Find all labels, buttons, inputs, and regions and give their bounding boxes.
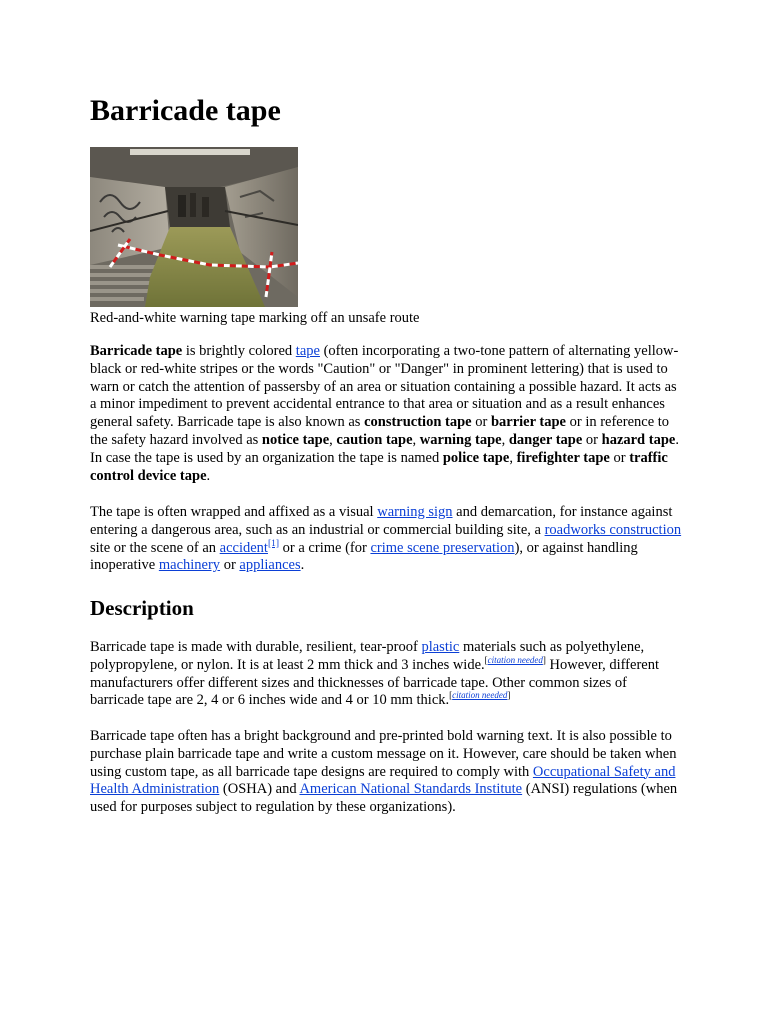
bold-term: construction tape — [364, 414, 472, 431]
bold-term: Barricade tape — [90, 343, 183, 359]
bold-term: police tape — [442, 449, 510, 466]
bold-term: hazard tape — [601, 431, 676, 448]
bold-term: warning tape — [419, 431, 502, 448]
link-plastic[interactable]: plastic — [421, 639, 460, 655]
link-tape[interactable]: tape — [295, 343, 320, 359]
barricade-tape-photo — [90, 147, 298, 307]
description-paragraph-1: Barricade tape is made with durable, resilient, tear-proof plastic materials such as polyethylene, polypropylene, or nylon. It is at least 2 mm thick and 3 inches wide.[citation needed] However, different manufacturers offer different sizes and thicknesses of barricade tape. Other common sizes of barricade tape are 2, 4 or 6 inches wide and 4 or 10 mm thick.[citation needed] — [90, 639, 659, 709]
intro-paragraph-2: The tape is often wrapped and affixed as a visual warning sign and demarcation, for instance against entering a dangerous area, such as an industrial or commercial building site, a roadworks construction site or the scene of an accident[1] or a crime (for crime scene preservation), or against handling inoperative machinery or appliances. — [90, 504, 682, 574]
citation-needed-marker[interactable]: [citation needed] — [484, 654, 546, 665]
bold-term: notice tape — [261, 431, 330, 448]
bold-term: danger tape — [508, 431, 583, 448]
description-paragraph-2: Barricade tape often has a bright background and pre-printed bold warning text. It is also possible to purchase plain barricade tape and write a custom message on it. However, care should be taken when using custom tape, as all barricade tape designs are required to comply with Occupational Safety and Health Administration (OSHA) and American National Standards Institute (ANSI) regulations (when used for purposes subject to regulation by these organizations). — [90, 728, 678, 816]
link-ansi[interactable]: American National Standards Institute — [299, 781, 523, 798]
link-roadworks-construction[interactable]: roadworks construction — [544, 521, 682, 538]
citation-needed-marker[interactable]: [citation needed] — [449, 690, 511, 701]
link-crime-scene-preservation[interactable]: crime scene preservation — [370, 539, 515, 556]
page-title: Barricade tape — [90, 94, 281, 127]
link-osha[interactable]: Occupational Safety and Health Administration — [90, 763, 676, 798]
link-appliances[interactable]: appliances — [239, 557, 301, 574]
link-warning-sign[interactable]: warning sign — [377, 504, 453, 520]
bold-term: barrier tape — [490, 414, 566, 431]
link-machinery[interactable]: machinery — [158, 557, 221, 574]
bold-term: firefighter tape — [516, 449, 610, 466]
link-accident[interactable]: accident — [219, 539, 268, 556]
intro-paragraph-1: Barricade tape is brightly colored tape (often incorporating a two-tone pattern of alternating yellow-black or red-white stripes or the words "Caution" or "Danger" in prominent lettering) that is used to warn or catch the attention of passersby of an area or situation containing a possible hazard. It acts as a minor impediment to prevent accidental entrance to that area or situation and as a result enhances general safety. Barricade tape is also known as construction tape or barrier tape or in reference to the safety hazard involved as notice tape, caution tape, warning tape, danger tape or hazard tape. In case the tape is used by an organization the tape is named police tape, firefighter tape or traffic control device tape. — [90, 343, 679, 484]
bold-term: caution tape — [336, 431, 413, 448]
figure-caption: Red-and-white warning tape marking off an unsafe route — [90, 310, 420, 326]
reference-marker[interactable]: [1] — [267, 538, 280, 549]
section-heading-description: Description — [90, 596, 194, 620]
bold-term: traffic control device tape — [90, 449, 668, 484]
